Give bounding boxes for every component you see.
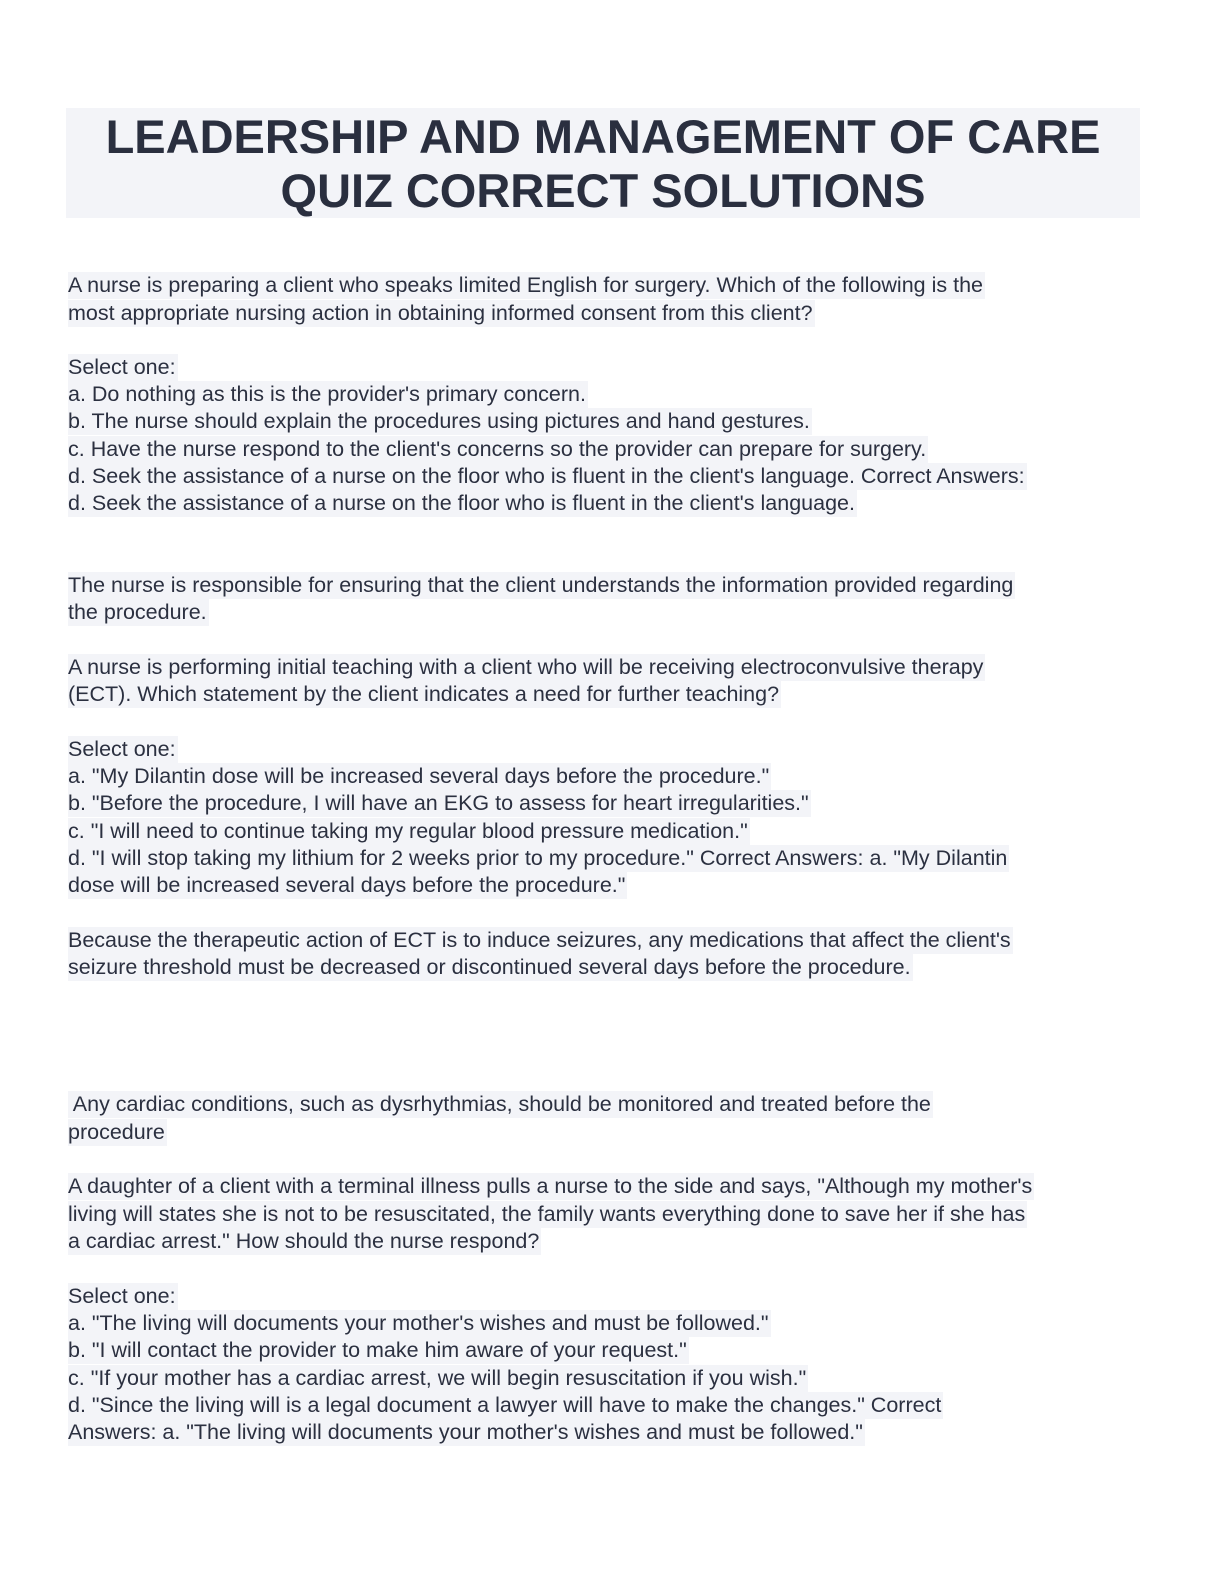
correct-answer: d. Seek the assistance of a nurse on the floor who is fluent in the client's language.: [68, 491, 855, 515]
question-stem-line: A nurse is preparing a client who speaks limited English for surgery. Which of the following is the: [68, 273, 983, 297]
question-stem-line: A nurse is performing initial teaching with a client who will be receiving electroconvulsive therapy: [68, 655, 984, 679]
title-line-2: QUIZ CORRECT SOLUTIONS: [280, 164, 926, 217]
question-stem-line: most appropriate nursing action in obtaining informed consent from this client?: [68, 301, 813, 325]
answer-option: a. "The living will documents your mother's wishes and must be followed.": [68, 1311, 769, 1335]
answer-option: b. The nurse should explain the procedures using pictures and hand gestures.: [68, 409, 810, 433]
correct-answer: dose will be increased several days before the procedure.": [68, 873, 626, 897]
rationale-line: The nurse is responsible for ensuring that the client understands the information provided regarding: [68, 573, 1014, 597]
rationale-line: procedure: [68, 1120, 165, 1144]
question-stem-line: A daughter of a client with a terminal illness pulls a nurse to the side and says, "Although my mother's: [68, 1174, 1033, 1198]
answer-option: c. "If your mother has a cardiac arrest, we will begin resuscitation if you wish.": [68, 1366, 807, 1390]
answer-option: d. Seek the assistance of a nurse on the floor who is fluent in the client's language. Correct Answers:: [68, 464, 1025, 488]
rationale-line: the procedure.: [68, 600, 207, 624]
answer-option: a. Do nothing as this is the provider's primary concern.: [68, 382, 586, 406]
answer-option: d. "Since the living will is a legal document a lawyer will have to make the changes." Correct: [68, 1393, 942, 1417]
select-one-label: Select one:: [68, 1284, 176, 1308]
answer-option: d. "I will stop taking my lithium for 2 weeks prior to my procedure." Correct Answers: a. "My Dilantin: [68, 846, 1008, 870]
select-one-label: Select one:: [68, 737, 176, 761]
question-stem-line: (ECT). Which statement by the client indicates a need for further teaching?: [68, 682, 780, 706]
question-stem-line: a cardiac arrest." How should the nurse respond?: [68, 1229, 540, 1253]
title-line-1: LEADERSHIP AND MANAGEMENT OF CARE: [105, 110, 1101, 163]
select-one-label: Select one:: [68, 355, 176, 379]
rationale-line: Because the therapeutic action of ECT is to induce seizures, any medications that affect the client's: [68, 928, 1011, 952]
answer-option: b. "Before the procedure, I will have an EKG to assess for heart irregularities.": [68, 791, 809, 815]
question-stem-line: living will states she is not to be resuscitated, the family wants everything done to save her if she has: [68, 1202, 1026, 1226]
answer-option: c. "I will need to continue taking my regular blood pressure medication.": [68, 819, 748, 843]
rationale-line: Any cardiac conditions, such as dysrhythmias, should be monitored and treated before the: [68, 1092, 931, 1116]
document-title: [66, 108, 1140, 218]
answer-option: c. Have the nurse respond to the client's concerns so the provider can prepare for surgery.: [68, 437, 927, 461]
rationale-line: seizure threshold must be decreased or discontinued several days before the procedure.: [68, 955, 911, 979]
correct-answer: Answers: a. "The living will documents your mother's wishes and must be followed.": [68, 1420, 863, 1444]
answer-option: b. "I will contact the provider to make him aware of your request.": [68, 1338, 687, 1362]
answer-option: a. "My Dilantin dose will be increased several days before the procedure.": [68, 764, 770, 788]
